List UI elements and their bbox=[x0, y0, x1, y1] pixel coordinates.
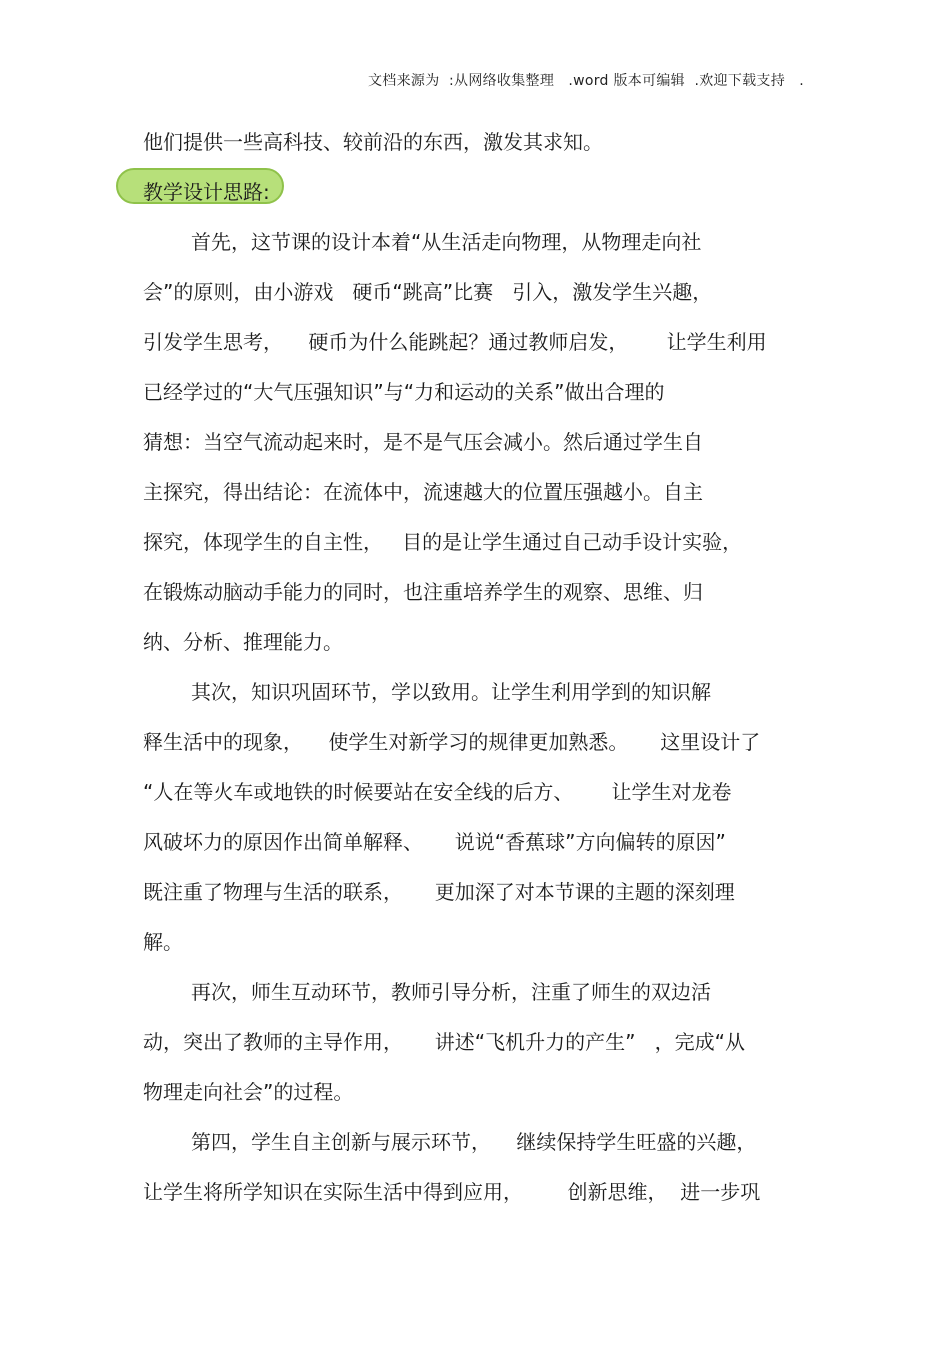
page-header: 文档来源为 :从网络收集整理 .word 版本可编辑 .欢迎下载支持 . bbox=[368, 73, 805, 89]
text-line: 风破坏力的原因作出简单解释、 说说“香蕉球”方向偏转的原因” bbox=[143, 830, 726, 854]
text-line: 主探究，得出结论：在流体中，流速越大的位置压强越小。自主 bbox=[143, 480, 703, 504]
text-line: 其次，知识巩固环节，学以致用。让学生利用学到的知识解 bbox=[191, 680, 711, 704]
text-line: 探究，体现学生的自主性， 目的是让学生通过自己动手设计实验， bbox=[143, 530, 743, 554]
text-line: 已经学过的“大气压强知识”与“力和运动的关系”做出合理的 bbox=[143, 380, 665, 404]
text-line: 第四，学生自主创新与展示环节， 继续保持学生旺盛的兴趣， bbox=[191, 1130, 757, 1154]
text-line: 解。 bbox=[143, 930, 183, 954]
text-line: 首先，这节课的设计本着“从生活走向物理，从物理走向社 bbox=[191, 230, 702, 254]
text-line: 猜想：当空气流动起来时，是不是气压会减小。然后通过学生自 bbox=[143, 430, 703, 454]
text-line: 让学生将所学知识在实际生活中得到应用， 创新思维， 进一步巩 bbox=[143, 1180, 761, 1204]
text-line: 引发学生思考， 硬币为什么能跳起？通过教师启发， 让学生利用 bbox=[143, 330, 767, 354]
text-line: 纳、分析、推理能力。 bbox=[143, 630, 343, 654]
text-line: 再次，师生互动环节，教师引导分析，注重了师生的双边活 bbox=[191, 980, 711, 1004]
text-line: “人在等火车或地铁的时候要站在安全线的后方、 让学生对龙卷 bbox=[143, 780, 732, 804]
text-line: 动，突出了教师的主导作用， 讲述“飞机升力的产生” ，完成“从 bbox=[143, 1030, 745, 1054]
section-heading: 教学设计思路: bbox=[143, 180, 270, 204]
text-line: 既注重了物理与生活的联系， 更加深了对本节课的主题的深刻理 bbox=[143, 880, 735, 904]
text-line: 物理走向社会”的过程。 bbox=[143, 1080, 354, 1104]
text-line: 会”的原则，由小游戏 硬币“跳高”比赛 引入，激发学生兴趣， bbox=[143, 280, 713, 304]
text-line: 释生活中的现象， 使学生对新学习的规律更加熟悉。 这里设计了 bbox=[143, 730, 761, 754]
text-line: 在锻炼动脑动手能力的同时，也注重培养学生的观察、思维、归 bbox=[143, 580, 703, 604]
text-line: 他们提供一些高科技、较前沿的东西，激发其求知。 bbox=[143, 130, 603, 154]
